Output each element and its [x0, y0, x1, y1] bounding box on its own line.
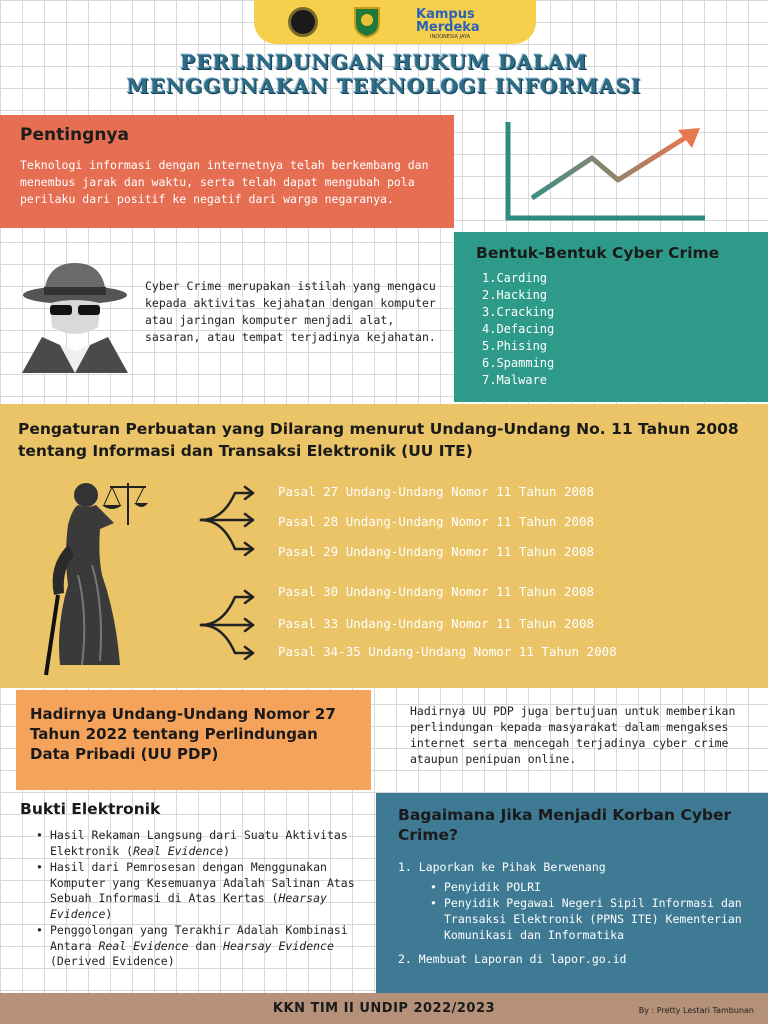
list-item: • Hasil Rekaman Langsung dari Suatu Aktivitas Elektronik (Real Evidence) — [20, 828, 365, 859]
footer — [0, 993, 768, 1024]
cyber-crime-types-heading: Bentuk-Bentuk Cyber Crime — [476, 244, 720, 262]
victim-steps-section — [376, 793, 768, 993]
pentingnya-body: Teknologi informasi dengan internetnya telah berkembang dan menembus jarak dan waktu, serta telah dapat mengubah pola perilaku dari positif ke negatif dari warga negaranya. — [20, 158, 429, 206]
list-item: 3.Cracking — [482, 305, 555, 319]
svg-text:Kampus: Kampus — [416, 7, 476, 22]
svg-text:INDONESIA JAYA: INDONESIA JAYA — [430, 34, 471, 40]
footer-author: By : Pretty Lestari Tambunan — [638, 1006, 754, 1015]
uu-pdp-body: Hadirnya UU PDP juga bertujuan untuk memberikan perlindungan kepada masyarakat dalam mengakses internet serta mencegah terjadinya cyber crime ataupun penipuan online. — [410, 704, 736, 766]
logo-bar — [254, 0, 536, 44]
hacker-spy-icon — [20, 255, 130, 373]
title-line-1: PERLINDUNGAN HUKUM DALAM — [180, 50, 588, 74]
pasal-item: Pasal 33 Undang-Undang Nomor 11 Tahun 2008 — [278, 616, 595, 631]
step-lapor-go-id: 2. Membuat Laporan di lapor.go.id — [398, 952, 627, 966]
title-line-2: MENGGUNAKAN TEKNOLOGI INFORMASI — [126, 74, 642, 98]
bukti-list — [20, 828, 365, 970]
cyber-crime-definition: Cyber Crime merupakan istilah yang mengacu kepada aktivitas kejahatan dengan komputer atau jaringan komputer menjadi alat, sasaran, atau tempat terjadinya kejahatan. — [145, 279, 436, 344]
list-item: 2.Hacking — [482, 288, 548, 302]
bukti-elektronik-section — [20, 800, 365, 971]
province-crest-icon — [353, 6, 381, 38]
uu-pdp-heading: Hadirnya Undang-Undang Nomor 27 Tahun 2022 tentang Perlindungan Data Pribadi (UU PDP) — [30, 705, 336, 763]
uu-pdp-box — [16, 690, 371, 790]
page-title — [0, 50, 768, 98]
uu-ite-heading: Pengaturan Perbuatan yang Dilarang menurut Undang-Undang No. 11 Tahun 2008 tentang Informasi dan Transaksi Elektronik (UU ITE) — [18, 420, 739, 460]
svg-text:Merdeka: Merdeka — [416, 20, 481, 35]
list-item: 5.Phising — [482, 339, 548, 353]
pasal-item: Pasal 34-35 Undang-Undang Nomor 11 Tahun 2008 — [278, 644, 617, 659]
pasal-item: Pasal 29 Undang-Undang Nomor 11 Tahun 2008 — [278, 544, 595, 559]
trend-chart-icon — [500, 120, 710, 230]
list-item: 4.Defacing — [482, 322, 555, 336]
authority-list — [398, 879, 746, 943]
list-item: 1.Carding — [482, 271, 548, 285]
footer-kkn: KKN TIM II UNDIP 2022/2023 — [272, 1001, 496, 1016]
step-report-authority: 1. Laporkan ke Pihak Berwenang — [398, 860, 606, 874]
pasal-item: Pasal 30 Undang-Undang Nomor 11 Tahun 2008 — [278, 584, 595, 599]
list-item: 7.Malware — [482, 373, 548, 387]
pasal-item: Pasal 27 Undang-Undang Nomor 11 Tahun 2008 — [278, 484, 595, 499]
list-item: 6.Spamming — [482, 356, 555, 370]
victim-steps-heading: Bagaimana Jika Menjadi Korban Cyber Crime? — [398, 806, 732, 844]
cyber-crime-types-section — [454, 232, 768, 402]
list-item: • Hasil dari Pemrosesan dengan Menggunakan Komputer yang Kesemuanya Adalah Salinan Atas Sebuah Informasi di Atas Kertas (Hearsay Evidence) — [20, 860, 365, 922]
bukti-heading: Bukti Elektronik — [20, 800, 161, 818]
branch-arrows-icon — [195, 485, 265, 660]
list-item: • Penggolongan yang Terakhir Adalah Kombinasi Antara Real Evidence dan Hearsay Evidence (Derived Evidence) — [20, 923, 365, 970]
kampus-merdeka-logo — [416, 4, 502, 40]
list-item: • Penyidik POLRI — [398, 879, 746, 895]
list-item: • Penyidik Pegawai Negeri Sipil Informasi dan Transaksi Elektronik (PPNS ITE) Kementerian Komunikasi dan Informatika — [398, 895, 746, 943]
pasal-item: Pasal 28 Undang-Undang Nomor 11 Tahun 2008 — [278, 514, 595, 529]
university-seal-icon — [288, 7, 318, 37]
pentingnya-heading: Pentingnya — [20, 125, 129, 145]
cyber-crime-types-list — [476, 270, 748, 389]
pentingnya-section — [0, 115, 454, 228]
lady-justice-icon — [38, 465, 148, 677]
